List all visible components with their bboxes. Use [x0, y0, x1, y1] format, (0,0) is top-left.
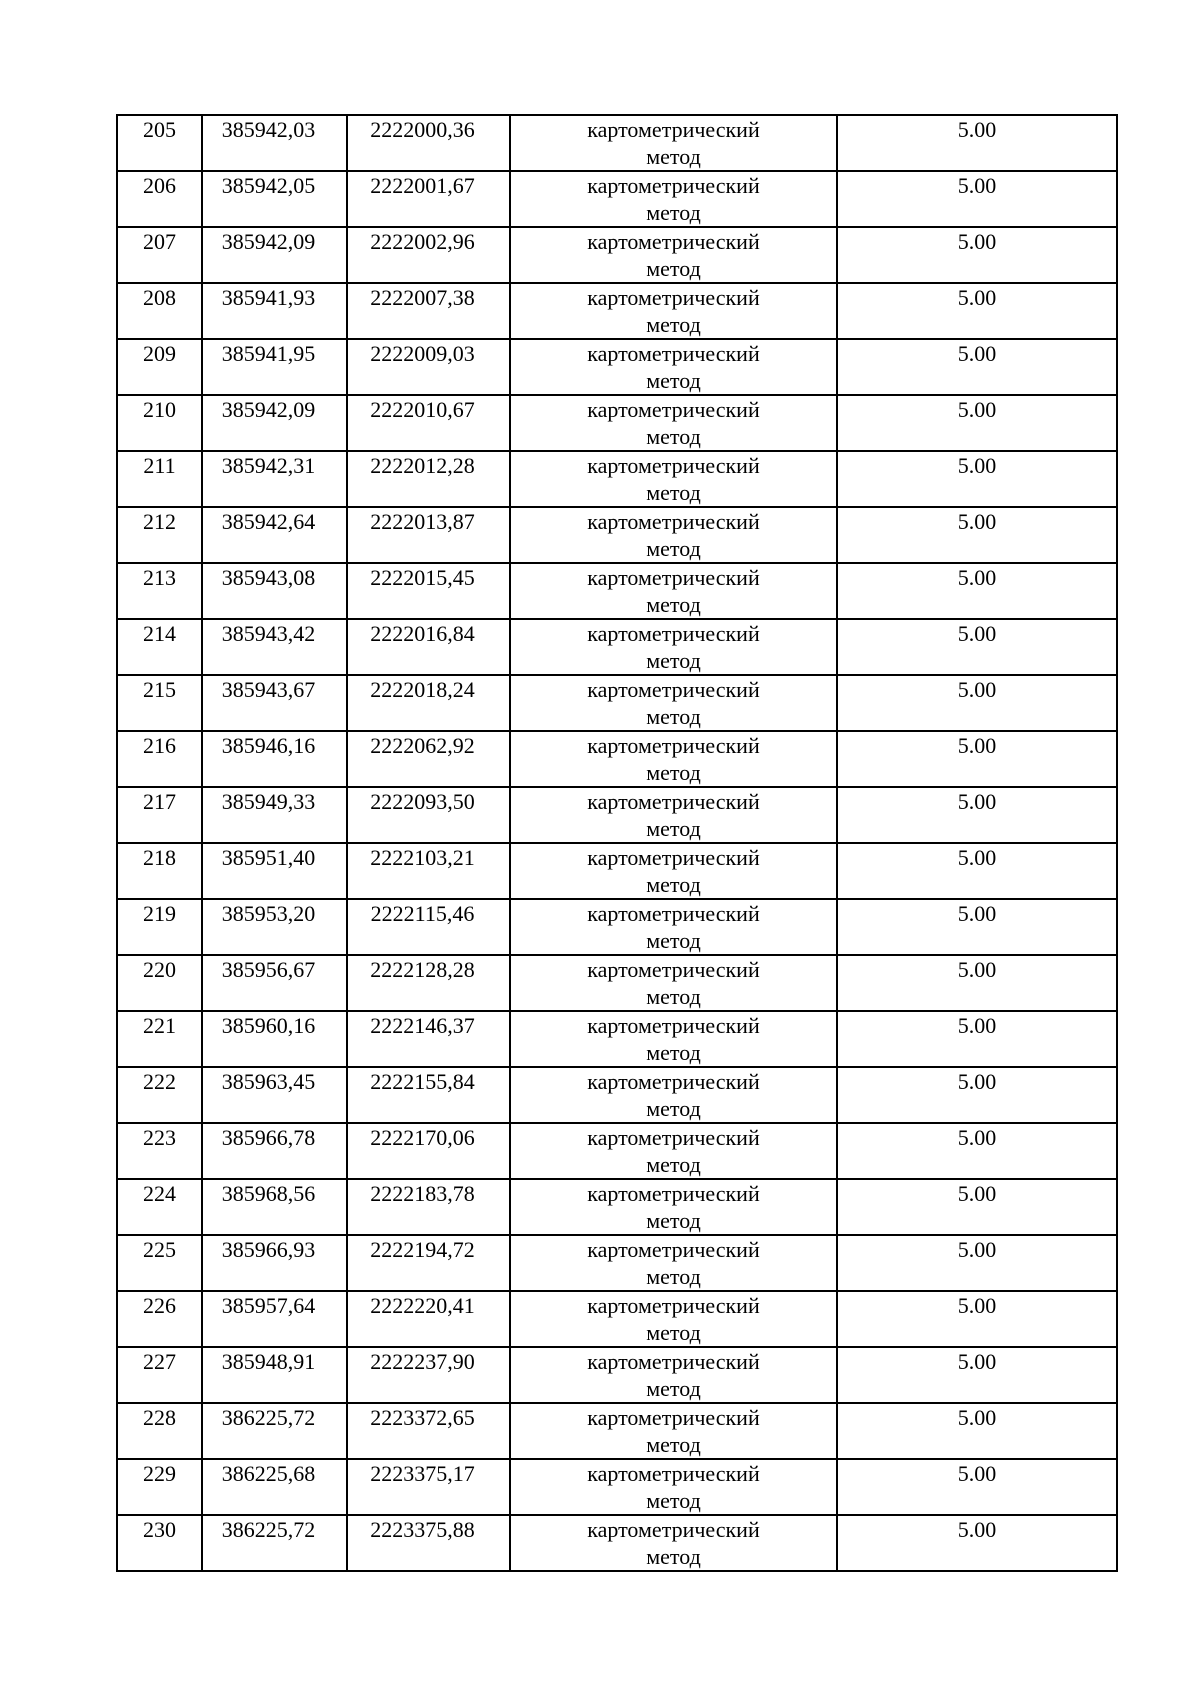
table-row [117, 1291, 1117, 1347]
accuracy-cell [837, 1235, 1117, 1291]
x-coordinate-cell [202, 115, 347, 171]
point-number-cell [117, 1291, 202, 1347]
y-coordinate-cell [347, 1179, 510, 1235]
table-row [117, 563, 1117, 619]
x-coordinate-cell-text: 386225,72 [221, 1405, 316, 1430]
accuracy-cell [837, 731, 1117, 787]
accuracy-cell [837, 1515, 1117, 1571]
method-cell-text: картометрический метод [587, 453, 760, 505]
point-number-cell-text: 219 [143, 901, 176, 926]
y-coordinate-cell-text: 2223375,88 [370, 1517, 475, 1542]
accuracy-cell-text: 5.00 [957, 509, 997, 534]
accuracy-cell [837, 451, 1117, 507]
y-coordinate-cell-text: 2222115,46 [370, 901, 475, 926]
y-coordinate-cell-text: 2222018,24 [370, 677, 475, 702]
x-coordinate-cell [202, 1291, 347, 1347]
point-number-cell [117, 563, 202, 619]
method-cell-text: картометрический метод [587, 733, 760, 785]
table-row [117, 1067, 1117, 1123]
coordinates-table [116, 114, 1118, 1572]
y-coordinate-cell-text: 2222013,87 [370, 509, 475, 534]
table-row [117, 955, 1117, 1011]
y-coordinate-cell [347, 843, 510, 899]
point-number-cell-text: 227 [143, 1349, 176, 1374]
y-coordinate-cell [347, 1067, 510, 1123]
method-cell-text: картометрический метод [587, 1013, 760, 1065]
table-row [117, 507, 1117, 563]
method-cell-text: картометрический метод [587, 789, 760, 841]
y-coordinate-cell-text: 2223372,65 [370, 1405, 475, 1430]
table-row [117, 787, 1117, 843]
accuracy-cell-text: 5.00 [957, 789, 997, 814]
method-cell-text: картометрический метод [587, 117, 760, 169]
method-cell-text: картометрический метод [587, 1069, 760, 1121]
y-coordinate-cell-text: 2222155,84 [370, 1069, 475, 1094]
y-coordinate-cell [347, 563, 510, 619]
y-coordinate-cell [347, 451, 510, 507]
accuracy-cell-text: 5.00 [957, 173, 997, 198]
point-number-cell-text: 229 [143, 1461, 176, 1486]
x-coordinate-cell-text: 385943,42 [221, 621, 316, 646]
accuracy-cell [837, 899, 1117, 955]
table-row [117, 1235, 1117, 1291]
y-coordinate-cell-text: 2222103,21 [370, 845, 475, 870]
y-coordinate-cell-text: 2222009,03 [370, 341, 475, 366]
x-coordinate-cell-text: 385943,08 [221, 565, 316, 590]
method-cell-text: картометрический метод [587, 1293, 760, 1345]
x-coordinate-cell [202, 1459, 347, 1515]
method-cell-text: картометрический метод [587, 173, 760, 225]
method-cell-text: картометрический метод [587, 229, 760, 281]
x-coordinate-cell-text: 385941,95 [221, 341, 316, 366]
point-number-cell-text: 225 [143, 1237, 176, 1262]
x-coordinate-cell-text: 385953,20 [221, 901, 316, 926]
accuracy-cell [837, 787, 1117, 843]
accuracy-cell [837, 283, 1117, 339]
x-coordinate-cell-text: 385956,67 [221, 957, 316, 982]
method-cell-text: картометрический метод [587, 1405, 760, 1457]
point-number-cell-text: 216 [143, 733, 176, 758]
table-row [117, 1347, 1117, 1403]
accuracy-cell-text: 5.00 [957, 845, 997, 870]
accuracy-cell [837, 1067, 1117, 1123]
accuracy-cell-text: 5.00 [957, 901, 997, 926]
accuracy-cell [837, 619, 1117, 675]
x-coordinate-cell-text: 386225,72 [221, 1517, 316, 1542]
accuracy-cell-text: 5.00 [957, 957, 997, 982]
x-coordinate-cell-text: 385942,03 [221, 117, 316, 142]
point-number-cell [117, 171, 202, 227]
method-cell [510, 843, 837, 899]
point-number-cell [117, 1179, 202, 1235]
accuracy-cell-text: 5.00 [957, 1405, 997, 1430]
accuracy-cell [837, 339, 1117, 395]
method-cell [510, 1123, 837, 1179]
point-number-cell [117, 1067, 202, 1123]
x-coordinate-cell-text: 385960,16 [221, 1013, 316, 1038]
y-coordinate-cell [347, 787, 510, 843]
accuracy-cell-text: 5.00 [957, 1013, 997, 1038]
point-number-cell [117, 283, 202, 339]
accuracy-cell [837, 563, 1117, 619]
x-coordinate-cell [202, 451, 347, 507]
y-coordinate-cell [347, 1291, 510, 1347]
x-coordinate-cell [202, 1011, 347, 1067]
table-row [117, 339, 1117, 395]
y-coordinate-cell-text: 2222062,92 [370, 733, 475, 758]
y-coordinate-cell-text: 2222001,67 [370, 173, 475, 198]
point-number-cell-text: 218 [143, 845, 176, 870]
x-coordinate-cell-text: 385966,78 [221, 1125, 316, 1150]
accuracy-cell [837, 675, 1117, 731]
y-coordinate-cell-text: 2222183,78 [370, 1181, 475, 1206]
y-coordinate-cell [347, 899, 510, 955]
x-coordinate-cell-text: 385966,93 [221, 1237, 316, 1262]
x-coordinate-cell-text: 385942,64 [221, 509, 316, 534]
x-coordinate-cell-text: 385942,05 [221, 173, 316, 198]
accuracy-cell [837, 395, 1117, 451]
point-number-cell-text: 223 [143, 1125, 176, 1150]
x-coordinate-cell [202, 563, 347, 619]
y-coordinate-cell [347, 731, 510, 787]
y-coordinate-cell-text: 2222237,90 [370, 1349, 475, 1374]
accuracy-cell-text: 5.00 [957, 1349, 997, 1374]
x-coordinate-cell-text: 385942,09 [221, 229, 316, 254]
method-cell [510, 731, 837, 787]
x-coordinate-cell-text: 385942,31 [221, 453, 316, 478]
point-number-cell [117, 787, 202, 843]
y-coordinate-cell-text: 2222000,36 [370, 117, 475, 142]
y-coordinate-cell-text: 2222170,06 [370, 1125, 475, 1150]
point-number-cell-text: 208 [143, 285, 176, 310]
point-number-cell [117, 1123, 202, 1179]
accuracy-cell-text: 5.00 [957, 117, 997, 142]
x-coordinate-cell-text: 385941,93 [221, 285, 316, 310]
y-coordinate-cell [347, 1123, 510, 1179]
accuracy-cell-text: 5.00 [957, 453, 997, 478]
y-coordinate-cell [347, 227, 510, 283]
accuracy-cell [837, 843, 1117, 899]
point-number-cell-text: 207 [143, 229, 176, 254]
accuracy-cell [837, 1459, 1117, 1515]
point-number-cell [117, 1235, 202, 1291]
accuracy-cell-text: 5.00 [957, 677, 997, 702]
table-row [117, 1011, 1117, 1067]
y-coordinate-cell [347, 115, 510, 171]
y-coordinate-cell [347, 171, 510, 227]
table-row [117, 899, 1117, 955]
method-cell [510, 171, 837, 227]
method-cell-text: картометрический метод [587, 509, 760, 561]
method-cell-text: картометрический метод [587, 565, 760, 617]
method-cell [510, 1515, 837, 1571]
point-number-cell-text: 209 [143, 341, 176, 366]
x-coordinate-cell [202, 395, 347, 451]
x-coordinate-cell [202, 899, 347, 955]
point-number-cell [117, 395, 202, 451]
table-row [117, 1459, 1117, 1515]
accuracy-cell [837, 1403, 1117, 1459]
y-coordinate-cell-text: 2222015,45 [370, 565, 475, 590]
accuracy-cell-text: 5.00 [957, 229, 997, 254]
x-coordinate-cell [202, 339, 347, 395]
point-number-cell-text: 222 [143, 1069, 176, 1094]
y-coordinate-cell [347, 1459, 510, 1515]
accuracy-cell-text: 5.00 [957, 733, 997, 758]
y-coordinate-cell [347, 1515, 510, 1571]
accuracy-cell [837, 115, 1117, 171]
point-number-cell-text: 221 [143, 1013, 176, 1038]
x-coordinate-cell [202, 787, 347, 843]
y-coordinate-cell [347, 395, 510, 451]
x-coordinate-cell [202, 955, 347, 1011]
y-coordinate-cell-text: 2222146,37 [370, 1013, 475, 1038]
method-cell [510, 955, 837, 1011]
table-row [117, 675, 1117, 731]
table-row [117, 619, 1117, 675]
y-coordinate-cell [347, 619, 510, 675]
point-number-cell-text: 213 [143, 565, 176, 590]
x-coordinate-cell [202, 283, 347, 339]
method-cell [510, 1179, 837, 1235]
x-coordinate-cell [202, 619, 347, 675]
x-coordinate-cell [202, 1179, 347, 1235]
table-row [117, 1179, 1117, 1235]
x-coordinate-cell-text: 385951,40 [221, 845, 316, 870]
x-coordinate-cell [202, 1403, 347, 1459]
accuracy-cell [837, 1291, 1117, 1347]
point-number-cell [117, 1403, 202, 1459]
accuracy-cell-text: 5.00 [957, 1069, 997, 1094]
point-number-cell-text: 217 [143, 789, 176, 814]
point-number-cell [117, 1011, 202, 1067]
point-number-cell [117, 675, 202, 731]
method-cell [510, 675, 837, 731]
y-coordinate-cell-text: 2222007,38 [370, 285, 475, 310]
table-row [117, 395, 1117, 451]
point-number-cell [117, 339, 202, 395]
y-coordinate-cell-text: 2222016,84 [370, 621, 475, 646]
table-row [117, 731, 1117, 787]
table-row [117, 1515, 1117, 1571]
table-row [117, 1403, 1117, 1459]
point-number-cell [117, 731, 202, 787]
method-cell-text: картометрический метод [587, 285, 760, 337]
accuracy-cell [837, 1011, 1117, 1067]
x-coordinate-cell [202, 1347, 347, 1403]
point-number-cell-text: 220 [143, 957, 176, 982]
method-cell [510, 1235, 837, 1291]
x-coordinate-cell-text: 385963,45 [221, 1069, 316, 1094]
x-coordinate-cell-text: 385968,56 [221, 1181, 316, 1206]
accuracy-cell [837, 507, 1117, 563]
x-coordinate-cell-text: 385946,16 [221, 733, 316, 758]
method-cell-text: картометрический метод [587, 957, 760, 1009]
x-coordinate-cell-text: 385957,64 [221, 1293, 316, 1318]
table-row [117, 1123, 1117, 1179]
x-coordinate-cell [202, 1123, 347, 1179]
method-cell [510, 1347, 837, 1403]
point-number-cell [117, 451, 202, 507]
method-cell-text: картометрический метод [587, 677, 760, 729]
point-number-cell [117, 1515, 202, 1571]
y-coordinate-cell [347, 339, 510, 395]
accuracy-cell [837, 1123, 1117, 1179]
method-cell-text: картометрический метод [587, 341, 760, 393]
method-cell [510, 1011, 837, 1067]
method-cell [510, 1291, 837, 1347]
accuracy-cell-text: 5.00 [957, 1237, 997, 1262]
point-number-cell-text: 210 [143, 397, 176, 422]
x-coordinate-cell [202, 731, 347, 787]
accuracy-cell [837, 227, 1117, 283]
accuracy-cell-text: 5.00 [957, 1293, 997, 1318]
table-row [117, 451, 1117, 507]
y-coordinate-cell [347, 955, 510, 1011]
point-number-cell-text: 215 [143, 677, 176, 702]
y-coordinate-cell [347, 1011, 510, 1067]
method-cell [510, 563, 837, 619]
y-coordinate-cell-text: 2222012,28 [370, 453, 475, 478]
accuracy-cell [837, 955, 1117, 1011]
accuracy-cell [837, 171, 1117, 227]
accuracy-cell-text: 5.00 [957, 1517, 997, 1542]
method-cell [510, 619, 837, 675]
point-number-cell-text: 212 [143, 509, 176, 534]
method-cell [510, 1459, 837, 1515]
y-coordinate-cell-text: 2222093,50 [370, 789, 475, 814]
x-coordinate-cell [202, 675, 347, 731]
method-cell-text: картометрический метод [587, 1125, 760, 1177]
point-number-cell-text: 224 [143, 1181, 176, 1206]
x-coordinate-cell-text: 385948,91 [221, 1349, 316, 1374]
point-number-cell [117, 955, 202, 1011]
x-coordinate-cell-text: 385949,33 [221, 789, 316, 814]
accuracy-cell-text: 5.00 [957, 285, 997, 310]
accuracy-cell [837, 1347, 1117, 1403]
table-row [117, 171, 1117, 227]
coordinates-table-body [117, 115, 1117, 1571]
table-row [117, 227, 1117, 283]
y-coordinate-cell-text: 2222194,72 [370, 1237, 475, 1262]
point-number-cell [117, 619, 202, 675]
accuracy-cell-text: 5.00 [957, 621, 997, 646]
y-coordinate-cell [347, 1403, 510, 1459]
method-cell [510, 451, 837, 507]
method-cell-text: картометрический метод [587, 621, 760, 673]
x-coordinate-cell [202, 1515, 347, 1571]
point-number-cell-text: 211 [143, 453, 176, 478]
accuracy-cell-text: 5.00 [957, 341, 997, 366]
point-number-cell-text: 230 [143, 1517, 176, 1542]
method-cell [510, 507, 837, 563]
method-cell [510, 1403, 837, 1459]
x-coordinate-cell [202, 507, 347, 563]
point-number-cell-text: 214 [143, 621, 176, 646]
y-coordinate-cell-text: 2223375,17 [370, 1461, 475, 1486]
accuracy-cell-text: 5.00 [957, 565, 997, 590]
point-number-cell [117, 843, 202, 899]
method-cell-text: картометрический метод [587, 1181, 760, 1233]
point-number-cell-text: 205 [143, 117, 176, 142]
accuracy-cell-text: 5.00 [957, 1461, 997, 1486]
point-number-cell [117, 899, 202, 955]
point-number-cell [117, 1347, 202, 1403]
x-coordinate-cell-text: 385943,67 [221, 677, 316, 702]
y-coordinate-cell [347, 1347, 510, 1403]
point-number-cell [117, 507, 202, 563]
point-number-cell-text: 226 [143, 1293, 176, 1318]
point-number-cell [117, 115, 202, 171]
method-cell [510, 1067, 837, 1123]
accuracy-cell-text: 5.00 [957, 1125, 997, 1150]
y-coordinate-cell [347, 507, 510, 563]
point-number-cell-text: 206 [143, 173, 176, 198]
method-cell-text: картометрический метод [587, 1237, 760, 1289]
method-cell-text: картометрический метод [587, 1517, 760, 1569]
accuracy-cell-text: 5.00 [957, 1181, 997, 1206]
point-number-cell [117, 227, 202, 283]
method-cell-text: картометрический метод [587, 397, 760, 449]
x-coordinate-cell-text: 386225,68 [221, 1461, 316, 1486]
method-cell [510, 787, 837, 843]
x-coordinate-cell [202, 227, 347, 283]
y-coordinate-cell [347, 1235, 510, 1291]
x-coordinate-cell [202, 171, 347, 227]
x-coordinate-cell [202, 843, 347, 899]
point-number-cell [117, 1459, 202, 1515]
method-cell [510, 339, 837, 395]
method-cell-text: картометрический метод [587, 1349, 760, 1401]
method-cell-text: картометрический метод [587, 901, 760, 953]
y-coordinate-cell [347, 283, 510, 339]
y-coordinate-cell [347, 675, 510, 731]
method-cell [510, 227, 837, 283]
table-row [117, 283, 1117, 339]
y-coordinate-cell-text: 2222128,28 [370, 957, 475, 982]
y-coordinate-cell-text: 2222002,96 [370, 229, 475, 254]
method-cell [510, 395, 837, 451]
x-coordinate-cell [202, 1067, 347, 1123]
table-row [117, 843, 1117, 899]
method-cell [510, 283, 837, 339]
y-coordinate-cell-text: 2222220,41 [370, 1293, 475, 1318]
table-row [117, 115, 1117, 171]
point-number-cell-text: 228 [143, 1405, 176, 1430]
method-cell-text: картометрический метод [587, 845, 760, 897]
method-cell [510, 899, 837, 955]
x-coordinate-cell [202, 1235, 347, 1291]
y-coordinate-cell-text: 2222010,67 [370, 397, 475, 422]
accuracy-cell [837, 1179, 1117, 1235]
x-coordinate-cell-text: 385942,09 [221, 397, 316, 422]
accuracy-cell-text: 5.00 [957, 397, 997, 422]
method-cell [510, 115, 837, 171]
method-cell-text: картометрический метод [587, 1461, 760, 1513]
